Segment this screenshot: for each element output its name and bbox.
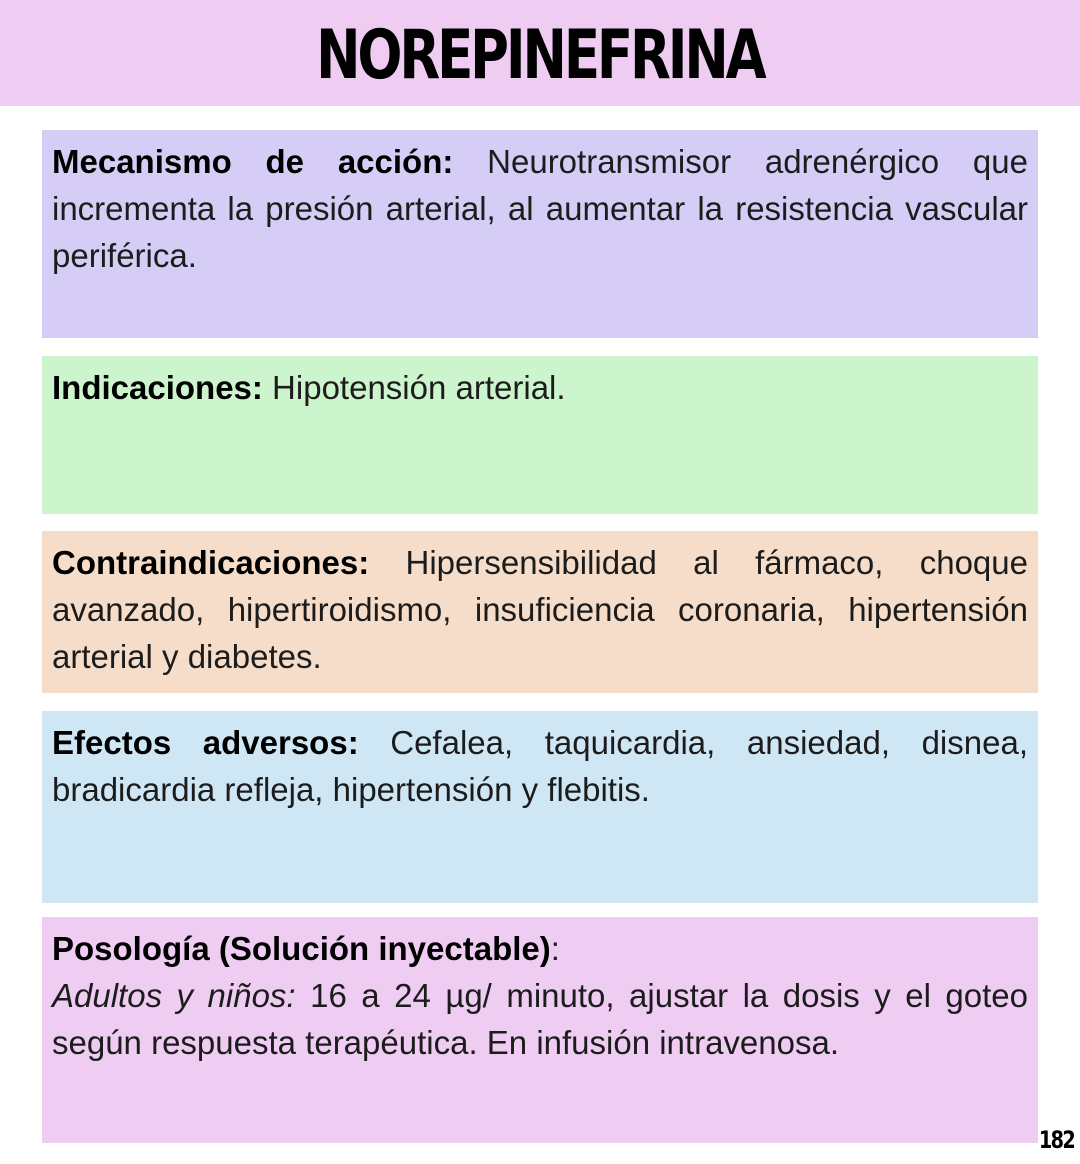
section-mecanismo bbox=[42, 130, 1038, 338]
efectos-label: Efectos adversos: bbox=[52, 724, 359, 761]
contraindicaciones-paragraph bbox=[52, 539, 1028, 680]
posologia-colon: : bbox=[550, 930, 560, 967]
indicaciones-paragraph bbox=[52, 364, 1028, 411]
posologia-paragraph bbox=[52, 972, 1028, 1066]
contraindicaciones-text: Hipersensibilidad al fármaco, choque avanzado, hipertiroidismo, insuficiencia coronaria, hipertensión arterial y diabetes. bbox=[52, 544, 1028, 675]
mecanismo-paragraph bbox=[52, 138, 1028, 279]
section-indicaciones bbox=[42, 356, 1038, 514]
header-banner bbox=[0, 0, 1080, 106]
mecanismo-text: Neurotransmisor adrenérgico que incrementa la presión arterial, al aumentar la resistencia vascular periférica. bbox=[52, 143, 1028, 274]
section-efectos-adversos bbox=[42, 711, 1038, 903]
section-contraindicaciones bbox=[42, 531, 1038, 693]
posologia-label: Posología (Solución inyectable) bbox=[52, 930, 551, 967]
posologia-text: 16 a 24 µg/ minuto, ajustar la dosis y el goteo según respuesta terapéutica. En infusión intravenosa. bbox=[52, 977, 1029, 1061]
page-title: NOREPINEFRINA bbox=[316, 16, 764, 95]
page-number: 182 bbox=[1038, 1126, 1074, 1154]
mecanismo-label: Mecanismo de acción: bbox=[52, 143, 454, 180]
contraindicaciones-label: Contraindicaciones: bbox=[52, 544, 370, 581]
efectos-text: Cefalea, taquicardia, ansiedad, disnea, bradicardia refleja, hipertensión y flebitis. bbox=[52, 724, 1028, 808]
efectos-paragraph bbox=[52, 719, 1028, 813]
section-posologia bbox=[42, 917, 1038, 1143]
indicaciones-label: Indicaciones: bbox=[52, 369, 263, 406]
posologia-population: Adultos y niños: bbox=[52, 977, 296, 1014]
posologia-heading bbox=[52, 925, 1028, 972]
indicaciones-text: Hipotensión arterial. bbox=[262, 369, 566, 406]
